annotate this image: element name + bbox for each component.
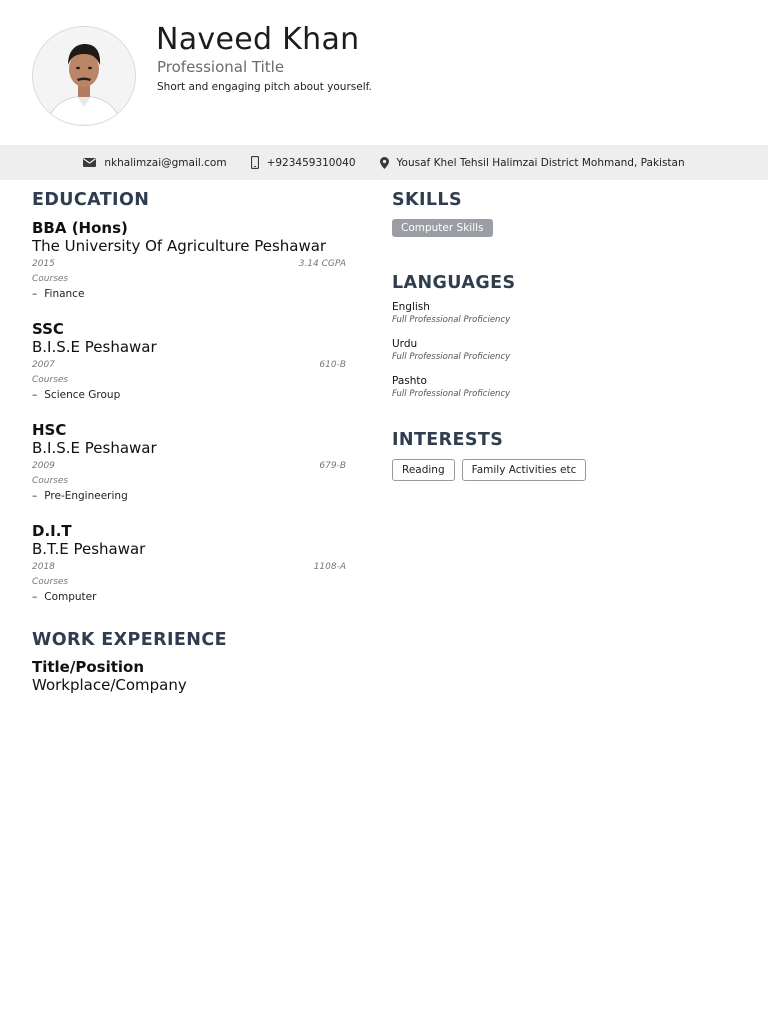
education-degree: SSC <box>32 320 64 338</box>
language-name: Urdu <box>392 338 418 350</box>
address-text: Yousaf Khel Tehsil Halimzai District Mohmand, Pakistan <box>396 156 685 169</box>
skills-list <box>392 219 738 237</box>
right-column <box>392 190 738 481</box>
education-school: B.I.S.E Peshawar <box>32 338 157 356</box>
work-experience-heading: WORK EXPERIENCE <box>32 630 227 650</box>
language-level: Full Professional Proficiency <box>392 352 511 362</box>
full-name: Naveed Khan <box>156 22 360 57</box>
education-year: 2007 <box>32 360 55 370</box>
contact-phone[interactable] <box>251 156 356 169</box>
profile-photo-illustration <box>33 27 135 125</box>
education-meta <box>32 258 346 270</box>
language-level: Full Professional Proficiency <box>392 315 511 325</box>
phone-icon <box>251 156 259 169</box>
education-degree: BBA (Hons) <box>32 219 128 237</box>
education-school: The University Of Agriculture Peshawar <box>32 237 327 255</box>
course-item: – Science Group <box>32 389 121 401</box>
skills-heading: SKILLS <box>392 190 462 210</box>
course-name: Pre-Engineering <box>44 490 128 502</box>
languages-heading: LANGUAGES <box>392 273 516 293</box>
course-name: Computer <box>44 591 97 603</box>
education-meta <box>32 561 346 573</box>
education-grade: 1108-A <box>313 562 346 572</box>
language-item <box>392 375 576 400</box>
interests-list <box>392 459 738 481</box>
pitch-text: Short and engaging pitch about yourself. <box>157 81 372 93</box>
education-year: 2009 <box>32 461 55 471</box>
resume-header <box>0 0 768 145</box>
interests-heading: INTERESTS <box>392 430 504 450</box>
education-entry <box>32 321 346 402</box>
education-entry <box>32 523 346 604</box>
education-meta <box>32 460 346 472</box>
education-grade: 679-B <box>319 461 346 471</box>
education-grade: 610-B <box>319 360 346 370</box>
email-text: nkhalimzai@gmail.com <box>104 156 227 169</box>
education-entry <box>32 422 346 503</box>
location-pin-icon <box>380 157 389 169</box>
education-heading: EDUCATION <box>32 190 150 210</box>
education-school: B.I.S.E Peshawar <box>32 439 157 457</box>
education-meta <box>32 359 346 371</box>
work-company: Workplace/Company <box>32 676 187 694</box>
contact-address <box>380 157 685 169</box>
education-year: 2018 <box>32 562 55 572</box>
contact-email[interactable] <box>83 157 226 169</box>
course-name: Science Group <box>44 389 121 401</box>
course-item: – Computer <box>32 591 97 603</box>
languages-list <box>392 301 738 412</box>
profile-photo <box>32 26 136 126</box>
interest-tag: Family Activities etc <box>462 459 587 481</box>
mail-icon <box>83 158 96 167</box>
language-item <box>392 338 576 363</box>
course-item: – Finance <box>32 288 85 300</box>
language-item <box>392 301 576 326</box>
courses-label: Courses <box>32 274 69 284</box>
education-entry <box>32 220 346 301</box>
skill-tag: Computer Skills <box>392 219 493 237</box>
phone-text: +923459310040 <box>266 156 356 169</box>
interest-tag: Reading <box>392 459 455 481</box>
education-school: B.T.E Peshawar <box>32 540 146 558</box>
education-degree: HSC <box>32 421 67 439</box>
language-name: Pashto <box>392 375 427 387</box>
language-name: English <box>392 301 430 313</box>
course-name: Finance <box>44 288 85 300</box>
contact-bar <box>0 145 768 180</box>
work-position: Title/Position <box>32 658 145 676</box>
courses-label: Courses <box>32 476 69 486</box>
courses-label: Courses <box>32 375 69 385</box>
education-year: 2015 <box>32 259 55 269</box>
education-degree: D.I.T <box>32 522 72 540</box>
professional-title: Professional Title <box>157 58 285 76</box>
courses-label: Courses <box>32 577 69 587</box>
left-column <box>32 190 346 694</box>
language-level: Full Professional Proficiency <box>392 389 511 399</box>
education-grade: 3.14 CGPA <box>298 259 346 269</box>
course-item: – Pre-Engineering <box>32 490 128 502</box>
